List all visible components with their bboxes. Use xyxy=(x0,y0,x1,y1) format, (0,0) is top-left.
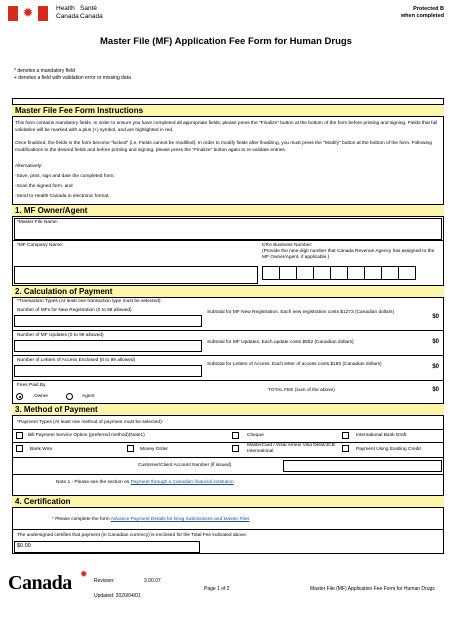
divider xyxy=(12,355,444,356)
company-name-field[interactable] xyxy=(14,266,258,284)
money-order-label: Money Order xyxy=(140,447,168,452)
bank-wire-checkbox[interactable] xyxy=(16,445,23,452)
department-signature xyxy=(56,5,104,21)
method-heading: 3. Method of Payment xyxy=(12,403,444,416)
payment-types-note: *Payment Types (At least one method of payment must be selected): xyxy=(17,420,164,425)
owner-heading: 1. MF Owner/Agent xyxy=(12,204,444,217)
canada-wordmark: Canada xyxy=(8,572,72,594)
certified-amount-field[interactable]: $0.00 xyxy=(14,541,200,553)
page-title: Master File (MF) Application Fee Form for Human Drugs xyxy=(100,36,352,47)
intl-bank-draft-label: International Bank Draft xyxy=(356,433,407,438)
complete-form-text: * Please complete the form xyxy=(52,517,110,522)
fees-paid-by-label: Fees Paid By xyxy=(17,383,46,388)
instructions-alt-3: -Send to Health Canada in electronic format. xyxy=(15,194,110,199)
owner-radio-label: Owner xyxy=(34,394,49,399)
legend-validation: + denotes a field with validation error or missing data xyxy=(14,75,131,81)
divider xyxy=(12,529,444,530)
note-1 xyxy=(56,480,234,486)
new-registration-label: Number of MFs for New Registration (0 to 99 allowed) xyxy=(17,308,132,313)
intl-bank-draft-checkbox[interactable] xyxy=(342,432,349,439)
protected-label xyxy=(401,6,444,20)
new-registration-input[interactable] xyxy=(14,315,202,327)
money-order-checkbox[interactable] xyxy=(127,445,134,452)
updated-date: Updated: 2020/04/01 xyxy=(94,593,141,599)
cra-digit-2[interactable] xyxy=(280,266,297,280)
instructions-para-2: Once finalized, the fields in the form become "locked" (i.e. Fields cannot be modified). In order to modify fields after finalizing, you must press the "Modify" button at the bottom of the form. Following modifications to the desired fields and before printing and signing, please press the "Finalize" button again to re-validate entries. xyxy=(15,141,432,153)
cheque-label: Cheque xyxy=(247,433,264,438)
dept-en-1: Health xyxy=(56,5,75,12)
certify-text: The undersigned certifies that payment (in Canadian currency) is enclosed for the Total Fee indicated above. xyxy=(17,533,248,538)
calculation-heading: 2. Calculation of Payment xyxy=(12,285,444,298)
credit-card-checkbox[interactable] xyxy=(232,445,239,452)
cra-digit-4[interactable] xyxy=(314,266,331,280)
instructions-para-1: This form contains mandatory fields. In order to ensure you have completed all appropriate fields, please press the "Finalize" button at the bottom of the form before printing and signing. Fields that fail validation will be marked with a plus (+) symbol, and are highlighted in red. xyxy=(15,121,438,133)
bill-payment-checkbox[interactable] xyxy=(16,432,23,439)
instructions-alt: Alternatively: xyxy=(15,164,43,169)
agent-radio[interactable] xyxy=(66,393,73,400)
cra-label: CRA Business Number: xyxy=(262,243,313,248)
divider xyxy=(12,240,444,241)
letters-of-access-subtotal-label: Subtotal for Letters of Access. Each letter of access costs $180 (Canadian dollars) xyxy=(207,362,382,367)
updates-label: Number of MF Updates (0 to 99 allowed) xyxy=(17,333,104,338)
credit-card-label: MasterCard / Visa/ Amex/ Visa Debit/JCB International xyxy=(247,443,335,454)
dept-en-2: Canada xyxy=(56,13,79,20)
cheque-checkbox[interactable] xyxy=(232,432,239,439)
legend-mandatory: * denotes a mandatory field xyxy=(14,68,75,74)
new-registration-subtotal-label: Subtotal for MF New Registration. Each new registration costs $1273 (Canadian dollars) xyxy=(207,310,395,315)
cra-digit-3[interactable] xyxy=(297,266,314,280)
account-number-label: Customer/Client Account Number (if issued) xyxy=(138,463,232,468)
updates-subtotal-label: Subtotal for MF Updates. Each update costs $552 (Canadian dollars) xyxy=(207,340,354,345)
dept-fr-2: Canada xyxy=(80,13,103,20)
note-1-text: Note 1 - Please see the section on xyxy=(56,480,130,485)
revision-value: 3.00.07 xyxy=(144,578,161,584)
wordmark-flag-icon: ✹ xyxy=(80,570,88,580)
advance-payment-link[interactable]: Advance Payment Details for Drug Submissions and Master Files xyxy=(110,517,250,522)
total-fee: $0 xyxy=(432,387,439,393)
divider xyxy=(12,429,444,430)
dept-fr-1: Santé xyxy=(80,5,97,12)
bank-wire-label: Bank Wire xyxy=(30,447,53,452)
page-footer xyxy=(0,562,452,640)
agent-radio-label: Agent xyxy=(82,394,95,399)
letters-of-access-label: Number of Letters of Access Enclosed (0 to 99 allowed) xyxy=(17,358,136,363)
transaction-types-note: *Transaction Types (At least one transaction type must be selected): xyxy=(17,299,162,304)
owner-radio[interactable] xyxy=(16,393,23,400)
page-number: Page 1 of 2 xyxy=(204,586,230,592)
cra-hint: (Provide the nine-digit number that Canada Revenue Agency has assigned to the MF Owner/Agent, if applicable.) xyxy=(262,249,435,260)
master-file-name-field[interactable] xyxy=(14,218,442,240)
company-name-label: *MF Company Name: xyxy=(17,243,64,248)
master-file-name-label: *Master File Name: xyxy=(17,220,59,225)
divider xyxy=(12,380,444,381)
total-fee-label: TOTAL FEE (sum of the above) xyxy=(268,388,335,393)
letters-of-access-input[interactable] xyxy=(14,365,202,377)
financial-institution-link[interactable]: Payment through a Canadian financial institution xyxy=(130,480,234,485)
footer-form-name: Master File (MF) Application Fee Form for Human Drugs xyxy=(310,586,435,592)
protected-line-1: Protected B xyxy=(413,6,444,12)
divider xyxy=(12,330,444,331)
letters-of-access-subtotal: $0 xyxy=(432,364,439,370)
new-registration-subtotal: $0 xyxy=(432,314,439,320)
instructions-alt-2: -Scan the signed form, and xyxy=(15,184,73,189)
cra-digit-6[interactable] xyxy=(348,266,365,280)
cra-digit-8[interactable] xyxy=(382,266,399,280)
revision-label: Revision: xyxy=(94,578,115,584)
complete-form-note xyxy=(52,517,250,523)
cra-digit-5[interactable] xyxy=(331,266,348,280)
existing-credit-label: Payment Using Existing Credit xyxy=(356,447,421,452)
cra-digit-9[interactable] xyxy=(399,266,416,280)
canada-flag-icon: ✹ xyxy=(8,6,48,21)
account-number-input[interactable] xyxy=(283,460,442,472)
protected-line-2: when completed xyxy=(400,13,444,19)
instructions-heading: Master File Fee Form Instructions xyxy=(12,104,444,117)
divider xyxy=(12,442,444,443)
divider xyxy=(12,457,444,458)
field-legend xyxy=(14,68,131,82)
cra-digit-1[interactable] xyxy=(262,266,280,280)
page-header xyxy=(0,0,452,28)
instructions-alt-1: -Save, print, sign and date the completed form; xyxy=(15,174,115,179)
existing-credit-checkbox[interactable] xyxy=(342,445,349,452)
updates-subtotal: $0 xyxy=(432,339,439,345)
certification-heading: 4. Certification xyxy=(12,495,444,508)
divider xyxy=(12,474,444,475)
cra-digit-7[interactable] xyxy=(365,266,382,280)
bill-payment-label: Bill Payment Service Option (preferred method)(Note1) xyxy=(28,433,145,438)
updates-input[interactable] xyxy=(14,340,202,352)
